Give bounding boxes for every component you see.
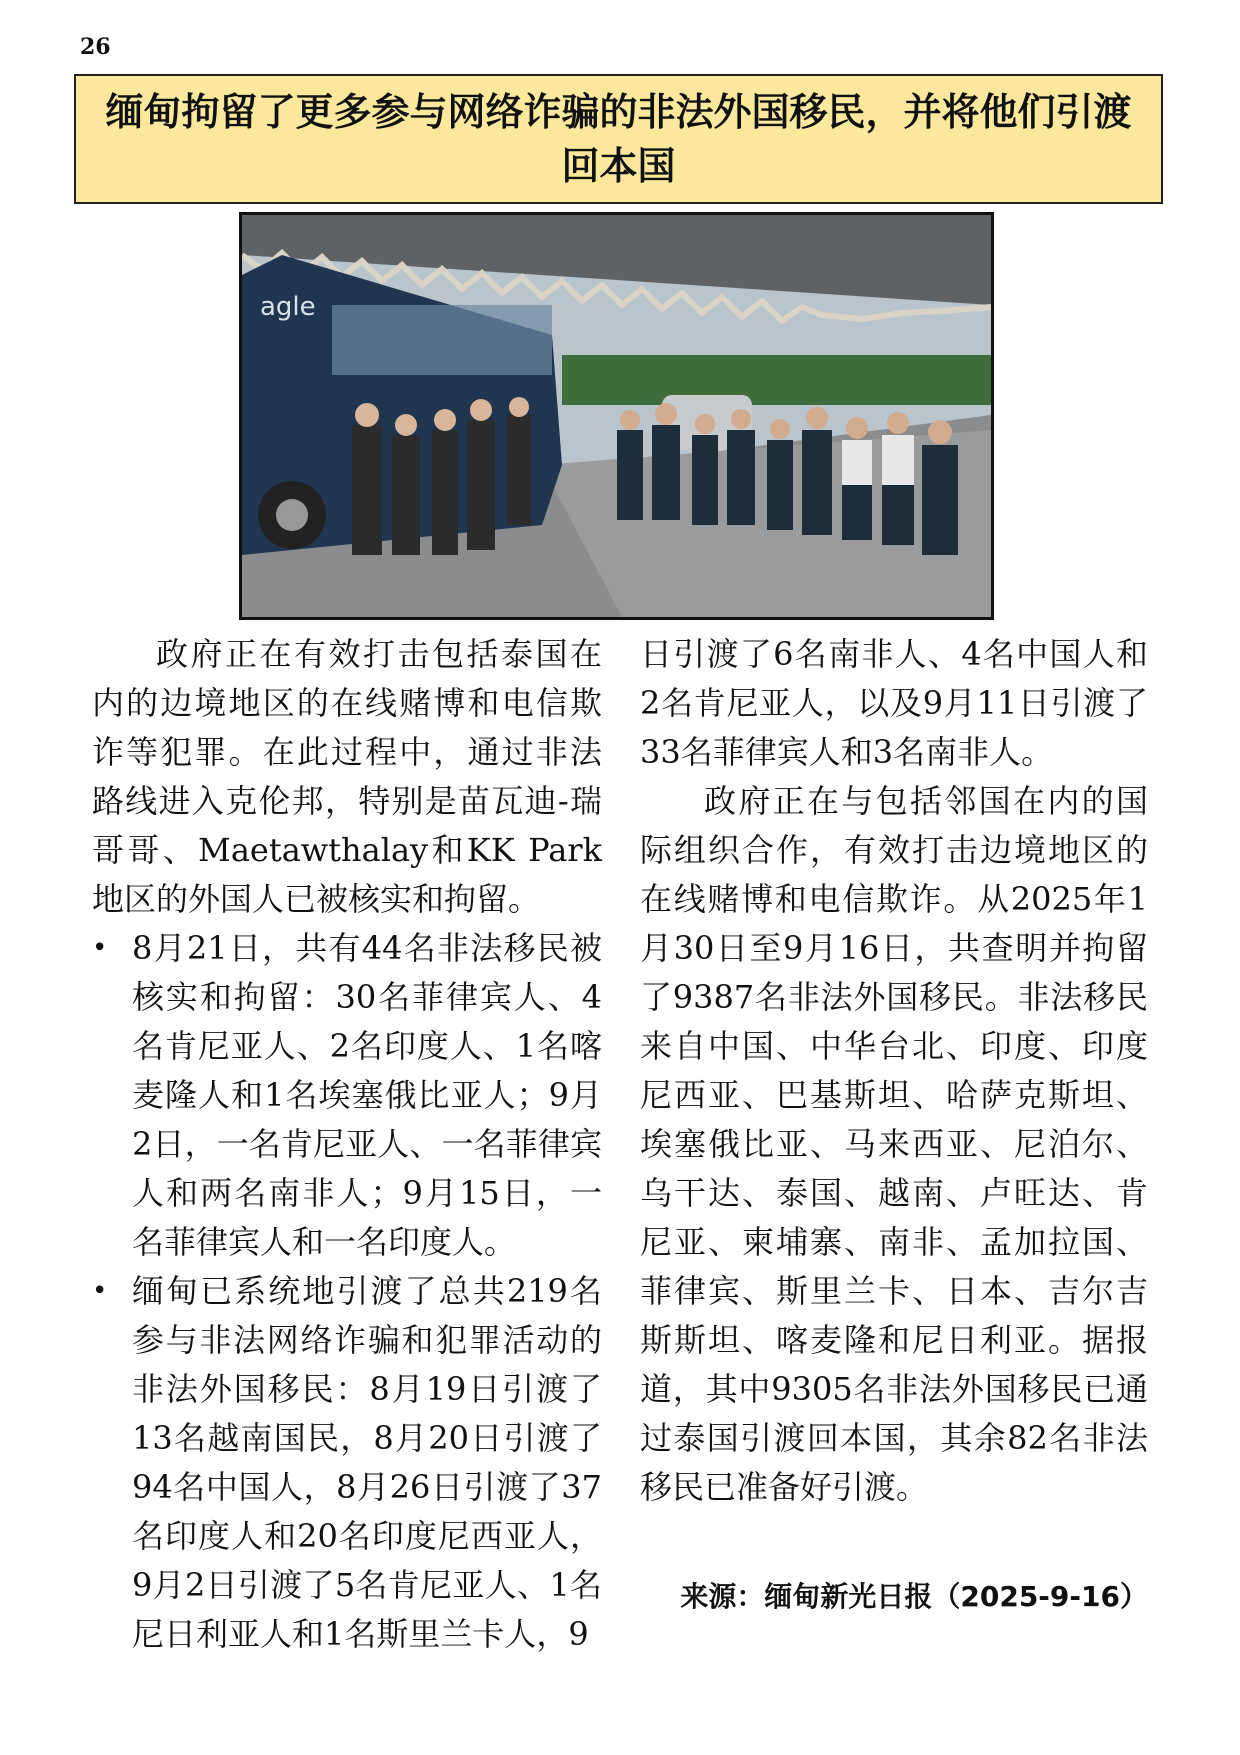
cooperation-paragraph: 政府正在与包括邻国在内的国际组织合作，有效打击边境地区的在线赌博和电信欺诈。从2025年1月30日至9月16日，共查明并拘留了9387名非法外国移民。非法移民来自中国、中华台北、印度、印度尼西亚、巴基斯坦、哈萨克斯坦、埃塞俄比亚、马来西亚、尼泊尔、乌干达、泰国、越南、卢旺达、肯尼亚、柬埔寨、南非、孟加拉国、菲律宾、斯里兰卡、日本、吉尔吉斯斯坦、喀麦隆和尼日利亚。据报道，其中9305名非法外国移民已通过泰国引渡回本国，其余82名非法移民已准备好引渡。 [640, 782, 1148, 1506]
photo-icon [242, 215, 991, 617]
continuation-paragraph: 日引渡了6名南非人、4名中国人和2名肯尼亚人，以及9月11日引渡了33名菲律宾人和3名南非人。 [640, 635, 1148, 771]
bus-logo-text: agle [260, 292, 316, 322]
page-number: 26 [80, 34, 111, 60]
list-item: • 缅甸已系统地引渡了总共219名参与非法网络诈骗和犯罪活动的非法外国移民：8月19日引渡了13名越南国民，8月20日引渡了94名中国人，8月26日引渡了37名印度人和20名印度尼西亚人，9月2日引渡了5名肯尼亚人、1名尼日利亚人和1名斯里兰卡人，9 [92, 1267, 602, 1659]
bullet-list [92, 924, 602, 1659]
left-column [92, 630, 602, 1659]
source-line: 来源：缅甸新光日报（2025-9-16） [680, 1580, 1148, 1613]
article-title: 缅甸拘留了更多参与网络诈骗的非法外国移民，并将他们引渡回本国 [105, 90, 1132, 188]
right-column [640, 630, 1148, 1512]
intro-paragraph: 政府正在有效打击包括泰国在内的边境地区的在线赌博和电信欺诈等犯罪。在此过程中，通过非法路线进入克伦邦，特别是苗瓦迪-瑞哥哥、Maetawthalay和KK Park地区的外国人已被核实和拘留。 [92, 635, 602, 918]
list-item: • 8月21日，共有44名非法移民被核实和拘留：30名菲律宾人、4名肯尼亚人、2名印度人、1名喀麦隆人和1名埃塞俄比亚人；9月2日，一名肯尼亚人、一名菲律宾人和两名南非人；9月15日，一名菲律宾人和一名印度人。 [92, 924, 602, 1267]
title-banner [74, 74, 1163, 204]
news-photo [239, 212, 994, 620]
